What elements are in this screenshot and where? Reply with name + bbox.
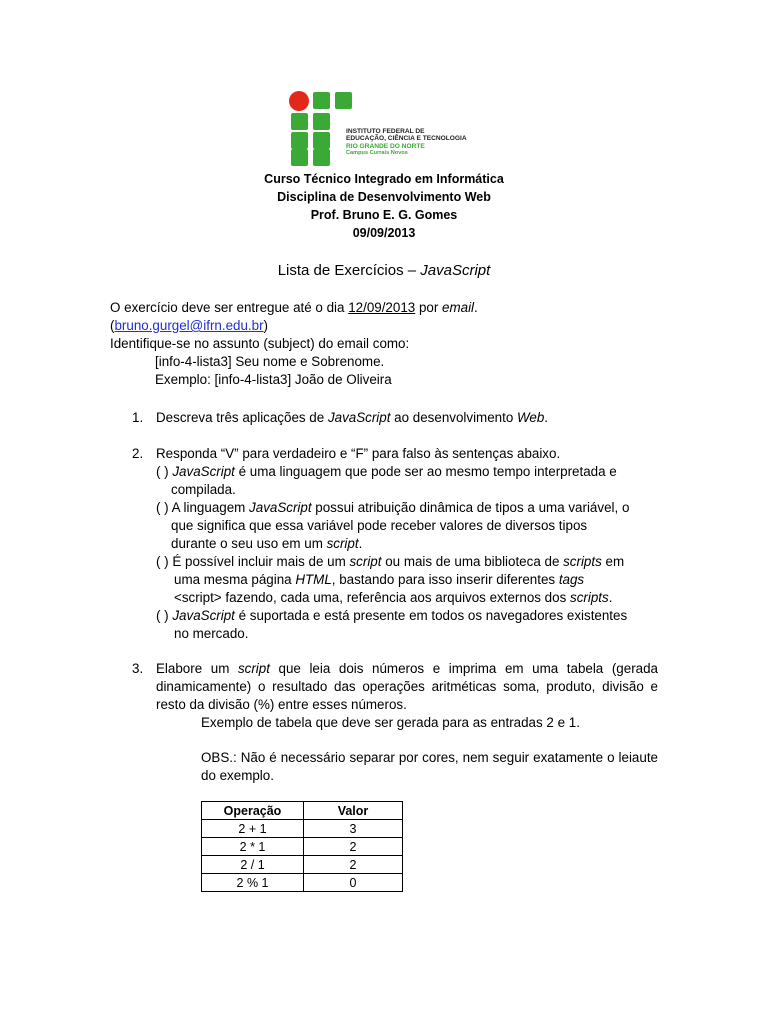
table-row (202, 856, 403, 874)
operations-table (201, 801, 403, 892)
table-cell-value: 2 (304, 838, 403, 856)
logo-square (313, 149, 330, 166)
intro-deadline: O exercício deve ser entregue até o dia 12/09/2013 por email. (110, 300, 478, 315)
header-date: 09/09/2013 (352, 226, 416, 240)
logo-square (335, 92, 352, 109)
table-header-valor: Valor (304, 802, 403, 820)
logo-square (313, 113, 330, 130)
logo-square (313, 92, 330, 109)
table-cell-value: 0 (304, 874, 403, 892)
intro-email: (bruno.gurgel@ifrn.edu.br) (110, 318, 269, 333)
table-row (202, 820, 403, 838)
page-title: Lista de Exercícios – JavaScript (277, 262, 491, 279)
intro-subject-example: Exemplo: [info-4-lista3] João de Oliveira (155, 372, 392, 387)
table-row (202, 838, 403, 856)
course-header (0, 170, 768, 242)
discipline-name: Disciplina de Desenvolvimento Web (277, 190, 491, 204)
logo-institution-text: INSTITUTO FEDERAL DE EDUCAÇÃO, CIÊNCIA E TECNOLOGIA RIO GRANDE DO NORTE Campus Currais Novos (346, 128, 467, 157)
table-cell-operation: 2 % 1 (202, 874, 304, 892)
question-2-statement-3-cont: uma mesma página HTML, bastando para isso inserir diferentes tags (174, 572, 585, 587)
table-row (202, 874, 403, 892)
logo-square (313, 132, 330, 149)
table-cell-value: 2 (304, 856, 403, 874)
question-1-number: 1. (132, 410, 144, 425)
question-3-obs: OBS.: Não é necessário separar por cores, nem seguir exatamente o leiaute do exemplo. (201, 750, 658, 783)
table-cell-operation: 2 / 1 (202, 856, 304, 874)
question-2-statement-1-cont: compilada. (171, 482, 236, 497)
question-3-example: Exemplo de tabela que deve ser gerada para as entradas 2 e 1. (201, 715, 580, 730)
question-2-statement-4-cont: no mercado. (174, 626, 249, 641)
ifrn-logo (288, 88, 488, 166)
table-header-operacao: Operação (202, 802, 304, 820)
logo-square (291, 132, 308, 149)
table-cell-operation: 2 + 1 (202, 820, 304, 838)
course-name: Curso Técnico Integrado em Informática (264, 172, 504, 186)
question-2-statement-1: ( ) JavaScript é uma linguagem que pode ser ao mesmo tempo interpretada e (156, 464, 617, 479)
question-2-statement-2-end: durante o seu uso em um script. (171, 536, 363, 551)
question-2-intro: Responda “V” para verdadeiro e “F” para falso às sentenças abaixo. (156, 446, 561, 461)
question-2-statement-3-end: <script> fazendo, cada uma, referência aos arquivos externos dos scripts. (174, 590, 613, 605)
table-cell-value: 3 (304, 820, 403, 838)
intro-subject-format: [info-4-lista3] Seu nome e Sobrenome. (155, 354, 385, 369)
logo-square (291, 113, 308, 130)
professor-name: Prof. Bruno E. G. Gomes (310, 208, 458, 222)
question-2-statement-3: ( ) É possível incluir mais de um script ou mais de uma biblioteca de scripts em (156, 554, 625, 569)
question-3-text: Elabore um script que leia dois números e imprima em uma tabela (gerada dinamicamente) o resultado das operações aritméticas soma, produto, divisão e resto da divisão (%) entre esses números. (156, 661, 658, 712)
question-2-number: 2. (132, 446, 144, 461)
question-2-statement-2: ( ) A linguagem JavaScript possui atribuição dinâmica de tipos a uma variável, o (156, 500, 630, 515)
question-2-statement-2-cont: que significa que essa variável pode receber valores de diversos tipos (171, 518, 588, 533)
table-header-row (202, 802, 403, 820)
question-1-text: Descreva três aplicações de JavaScript ao desenvolvimento Web. (156, 410, 549, 425)
logo-square (291, 149, 308, 166)
email-link[interactable]: bruno.gurgel@ifrn.edu.br (114, 318, 264, 333)
logo-red-dot (289, 91, 309, 111)
question-2-statement-4: ( ) JavaScript é suportada e está presente em todos os navegadores existentes (156, 608, 628, 623)
table-cell-operation: 2 * 1 (202, 838, 304, 856)
intro-identify: Identifique-se no assunto (subject) do email como: (110, 336, 410, 351)
question-3-number: 3. (132, 661, 144, 676)
